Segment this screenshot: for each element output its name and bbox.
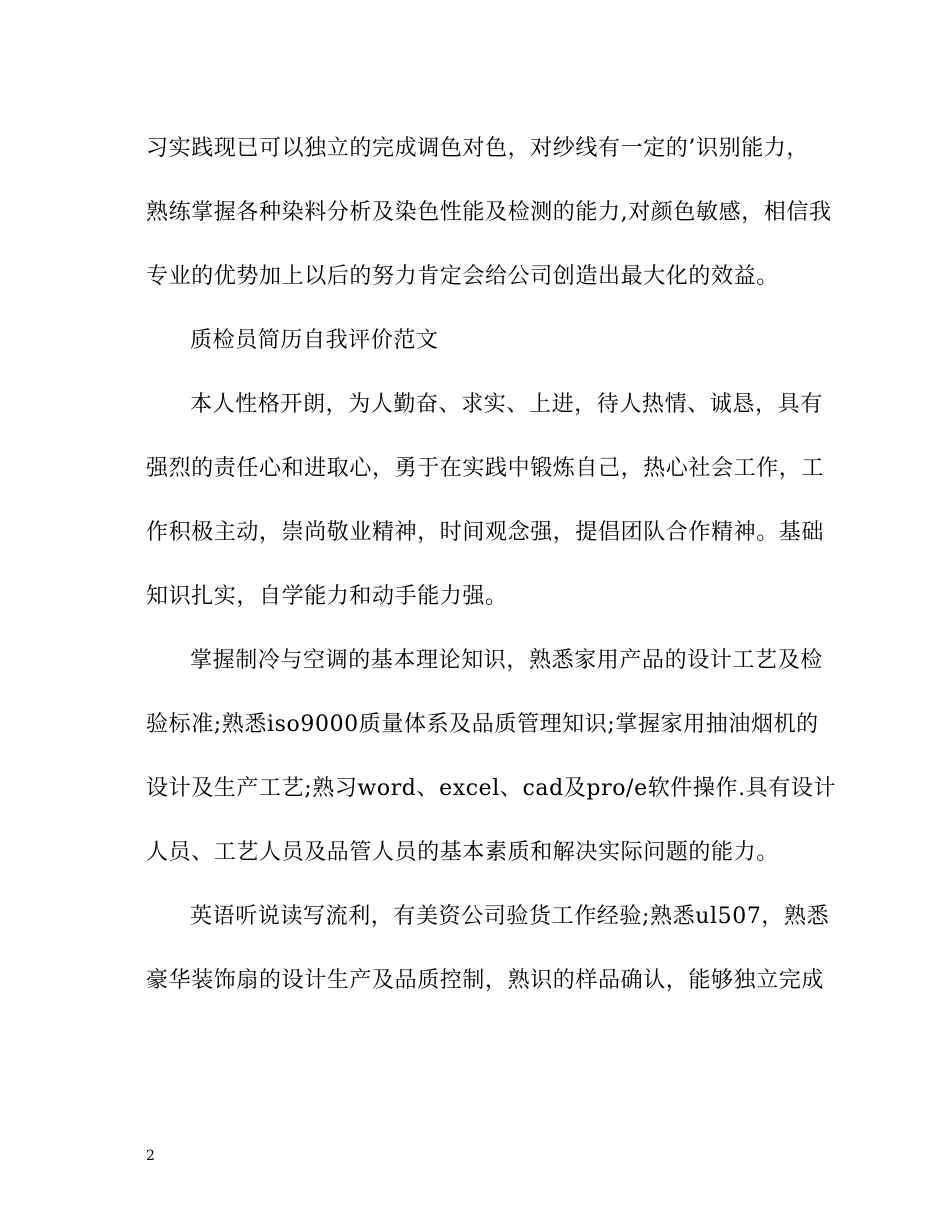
text-line: 习实践现已可以独立的完成调色对色，对纱线有一定的’识别能力， <box>146 136 809 161</box>
paragraph-start-line: 掌握制冷与空调的基本理论知识，熟悉家用产品的设计工艺及检 <box>190 648 823 673</box>
paragraph-start-line: 本人性格开朗，为人勤奋、求实、上进，待人热情、诚恳，具有 <box>190 392 823 417</box>
text-line: 人员、工艺人员及品管人员的基本素质和解决实际问题的能力。 <box>146 840 779 865</box>
section-heading: 质检员简历自我评价范文 <box>190 328 439 353</box>
text-line: 专业的优势加上以后的努力肯定会给公司创造出最大化的效益。 <box>146 264 779 289</box>
text-line: 豪华装饰扇的设计生产及品质控制，熟识的样品确认，能够独立完成 <box>146 968 825 993</box>
page-number: 2 <box>146 1148 155 1164</box>
text-line: 验标准;熟悉iso9000质量体系及品质管理知识;掌握家用抽油烟机的 <box>146 712 819 737</box>
document-body <box>146 117 837 1013</box>
text-line: 熟练掌握各种染料分析及染色性能及检测的能力,对颜色敏感，相信我 <box>146 200 832 225</box>
text-line: 知识扎实，自学能力和动手能力强。 <box>146 584 508 609</box>
text-line: 设计及生产工艺;熟习word、excel、cad及pro/e软件操作.具有设计 <box>146 776 837 801</box>
text-line: 强烈的责任心和进取心，勇于在实践中锻炼自己，热心社会工作，工 <box>146 456 825 481</box>
paragraph-start-line: 英语听说读写流利，有美资公司验货工作经验;熟悉ul507，熟悉 <box>190 904 830 929</box>
text-line: 作积极主动，崇尚敬业精神，时间观念强，提倡团队合作精神。基础 <box>146 520 825 545</box>
